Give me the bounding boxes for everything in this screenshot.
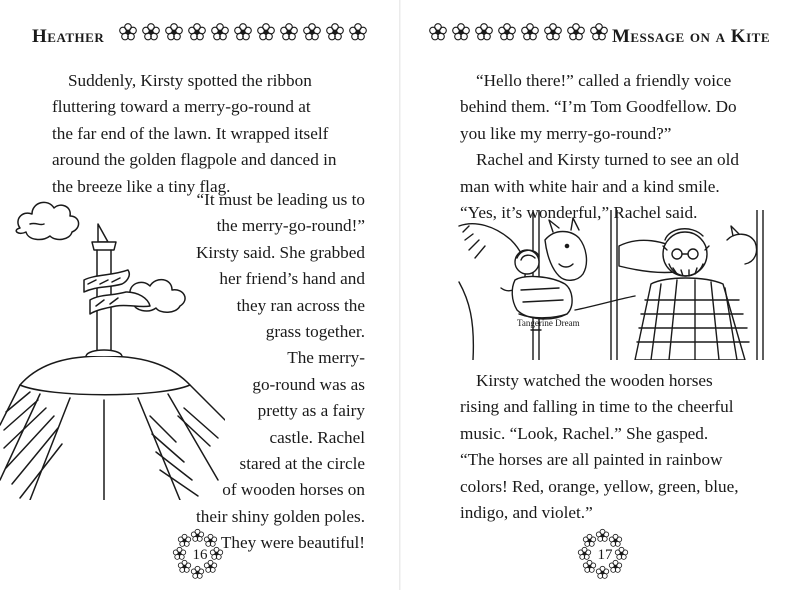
- text-line: indigo, and violet.”: [460, 502, 593, 522]
- flower-icon: [187, 22, 207, 42]
- text-line: “Hello there!” called a friendly voice: [476, 71, 732, 90]
- text-line: colors! Red, orange, yellow, green, blue,: [460, 476, 739, 496]
- text-line: they ran across the: [236, 295, 365, 315]
- right-page-folio: [577, 527, 633, 583]
- text-line: the far end of the lawn. It wrapped itself: [52, 123, 329, 143]
- left-page-folio: [172, 527, 228, 583]
- flower-icon: [474, 22, 494, 42]
- text-line: the breeze like a tiny flag.: [52, 176, 231, 196]
- text-line: behind them. “I’m Tom Goodfellow. Do: [460, 97, 737, 117]
- text-line: Kirsty said. She grabbed: [196, 242, 365, 262]
- text-line: fluttering toward a merry-go-round at: [52, 97, 311, 117]
- flower-icon: [428, 22, 448, 42]
- left-running-header: Heather: [32, 26, 105, 47]
- text-line: their shiny golden poles.: [196, 506, 365, 526]
- merry-go-round-illustration: [455, 210, 775, 360]
- text-line: man with white hair and a kind smile.: [460, 176, 720, 196]
- right-paragraph-1: [460, 68, 770, 226]
- text-line: “Yes, it’s wonderful,” Rachel said.: [460, 202, 698, 222]
- text-line: music. “Look, Rachel.” She gasped.: [460, 423, 709, 443]
- flower-icon: [210, 22, 230, 42]
- right-header-flower-border: [428, 22, 609, 42]
- right-paragraph-2: [460, 368, 770, 526]
- text-line: pretty as a fairy: [257, 401, 365, 421]
- flower-icon: [348, 22, 368, 42]
- flower-icon: [566, 22, 586, 42]
- text-line: Kirsty watched the wooden horses: [476, 371, 713, 390]
- flower-icon: [279, 22, 299, 42]
- text-line: castle. Rachel: [269, 427, 365, 447]
- carousel-roof-illustration: [0, 180, 225, 500]
- text-line: “It must be leading us to: [196, 190, 365, 209]
- flower-icon: [589, 22, 609, 42]
- flower-icon: [520, 22, 540, 42]
- text-line: grass together.: [265, 321, 365, 341]
- flower-icon: [256, 22, 276, 42]
- text-line: around the golden flagpole and danced in: [52, 150, 337, 170]
- text-line: of wooden horses on: [222, 480, 365, 500]
- text-line: you like my merry-go-round?”: [460, 123, 672, 143]
- page-number: 16: [192, 546, 208, 563]
- text-line: the merry-go-round!”: [216, 216, 365, 236]
- flower-icon: [497, 22, 517, 42]
- right-running-header: Message on a Kite: [611, 26, 770, 47]
- page-number: 17: [597, 546, 613, 563]
- flower-icon: [543, 22, 563, 42]
- flower-icon: [164, 22, 184, 42]
- text-line: Suddenly, Kirsty spotted the ribbon: [68, 71, 312, 90]
- flower-icon: [233, 22, 253, 42]
- left-header-flower-border: [118, 22, 368, 42]
- text-line: rising and falling in time to the cheerful: [460, 397, 734, 417]
- text-line: “The horses are all painted in rainbow: [460, 450, 723, 470]
- flower-icon: [302, 22, 322, 42]
- text-line: her friend’s hand and: [219, 269, 365, 289]
- text-line: Rachel and Kirsty turned to see an old: [476, 150, 739, 170]
- text-line: go-round was as: [252, 374, 365, 394]
- flower-icon: [451, 22, 471, 42]
- flower-icon: [141, 22, 161, 42]
- text-line: stared at the circle: [239, 453, 365, 473]
- text-line: They were beautiful!: [220, 533, 365, 553]
- flower-icon: [118, 22, 138, 42]
- horse-name-label: Tangerine Dream: [517, 318, 580, 328]
- right-page: [400, 0, 800, 590]
- flower-icon: [325, 22, 345, 42]
- text-line: The merry-: [287, 348, 365, 368]
